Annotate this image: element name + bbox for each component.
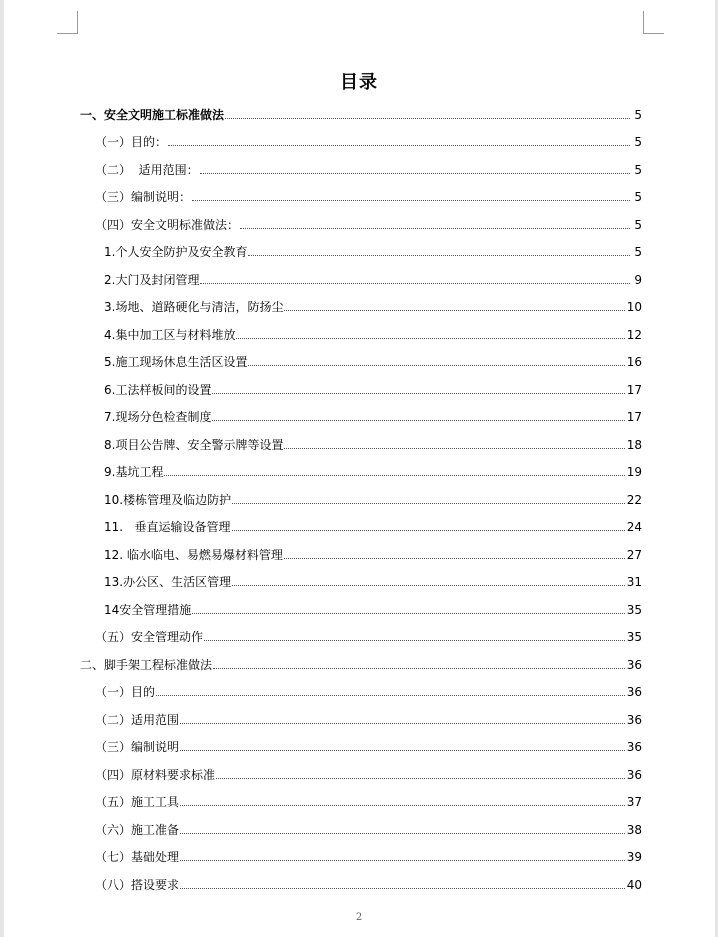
crop-mark-top-right bbox=[643, 11, 664, 34]
toc-dot-leader bbox=[180, 749, 625, 751]
toc-dot-leader bbox=[213, 667, 625, 669]
toc-entry-text[interactable]: （三）编制说明： bbox=[95, 190, 192, 204]
toc-page-number: 12 bbox=[626, 327, 642, 342]
toc-dot-leader bbox=[156, 694, 625, 696]
toc-entry[interactable] bbox=[80, 702, 642, 730]
toc-page-number: 36 bbox=[626, 712, 642, 727]
toc-entry-text[interactable]: 7.现场分色检查制度 bbox=[104, 410, 212, 424]
toc-entry-text[interactable]: （四）原材料要求标准 bbox=[95, 767, 216, 782]
toc-dot-leader bbox=[200, 282, 630, 284]
toc-dot-leader bbox=[232, 529, 625, 531]
toc-entry[interactable] bbox=[80, 482, 642, 510]
toc-page-number: 5 bbox=[634, 162, 642, 177]
toc-page-number: 24 bbox=[626, 520, 642, 534]
toc-page-number: 36 bbox=[626, 767, 642, 782]
toc-page-number: 38 bbox=[626, 822, 642, 837]
toc-dot-leader bbox=[284, 309, 624, 311]
toc-dot-leader bbox=[168, 144, 630, 146]
toc-dot-leader bbox=[164, 474, 624, 476]
toc-entry-text[interactable]: 一、安全文明施工标准做法 bbox=[80, 107, 225, 122]
toc-entry-text[interactable]: 13.办公区、生活区管理 bbox=[104, 575, 232, 589]
toc-dot-leader bbox=[248, 254, 630, 256]
toc-entry-text[interactable]: 12. 临水临电、易燃易爆材料管理 bbox=[104, 547, 283, 562]
footer-page-number: 2 bbox=[355, 912, 363, 923]
toc-entry-text[interactable]: （六）施工准备 bbox=[95, 822, 180, 837]
toc-page-number: 5 bbox=[634, 135, 642, 149]
toc-entry[interactable] bbox=[80, 290, 642, 318]
toc-entry-text[interactable]: （八）搭设要求 bbox=[95, 877, 180, 892]
toc-entry-text[interactable]: 二、脚手架工程标准做法 bbox=[80, 657, 213, 672]
toc-entry-text[interactable]: （二） 适用范围： bbox=[95, 162, 199, 177]
toc-dot-leader bbox=[212, 419, 624, 421]
toc-entry-text[interactable]: （三）编制说明 bbox=[95, 740, 180, 754]
toc-entry-text[interactable]: 14安全管理措施 bbox=[104, 602, 192, 617]
toc-page-number: 5 bbox=[634, 245, 642, 259]
toc-entry-text[interactable]: 1.个人安全防护及安全教育 bbox=[104, 245, 248, 259]
toc-page-number: 10 bbox=[626, 300, 642, 314]
toc-dot-leader bbox=[232, 502, 625, 504]
toc-dot-leader bbox=[180, 859, 625, 861]
toc-dot-leader bbox=[284, 447, 624, 449]
toc-page-number: 5 bbox=[634, 107, 642, 122]
toc-entry-text[interactable]: 11. 垂直运输设备管理 bbox=[104, 520, 231, 534]
toc-page-number: 35 bbox=[626, 602, 642, 617]
toc-page-number: 9 bbox=[634, 272, 642, 287]
toc-page-number: 16 bbox=[626, 355, 642, 369]
toc-entry[interactable] bbox=[80, 180, 642, 208]
toc-entry-text[interactable]: （五）施工工具 bbox=[95, 795, 180, 809]
toc-dot-leader bbox=[212, 392, 624, 394]
toc-entry[interactable] bbox=[80, 235, 642, 263]
toc-dot-leader bbox=[225, 117, 630, 119]
toc-entry-text[interactable]: 8.项目公告牌、安全警示牌等设置 bbox=[104, 437, 284, 452]
toc-dot-leader bbox=[192, 199, 630, 201]
toc-entry-text[interactable]: 5.施工现场休息生活区设置 bbox=[104, 355, 248, 369]
toc-entry[interactable] bbox=[80, 372, 642, 400]
toc-dot-leader bbox=[236, 337, 624, 339]
toc-entry-text[interactable]: （五）安全管理动作 bbox=[95, 630, 204, 644]
toc-entry-text[interactable]: （一）目的 bbox=[95, 685, 156, 699]
toc-entry[interactable] bbox=[80, 675, 642, 703]
toc-page-number: 17 bbox=[626, 382, 642, 397]
toc-title: 目录 bbox=[340, 72, 378, 93]
toc-entry[interactable] bbox=[80, 537, 642, 565]
toc-entry[interactable] bbox=[80, 592, 642, 620]
toc-dot-leader bbox=[232, 584, 625, 586]
toc-entry[interactable] bbox=[80, 730, 642, 758]
toc-page-number: 35 bbox=[626, 630, 642, 644]
toc-dot-leader bbox=[180, 804, 625, 806]
toc-entry[interactable] bbox=[80, 565, 642, 593]
toc-entry-text[interactable]: 4.集中加工区与材料堆放 bbox=[104, 327, 236, 342]
table-of-contents bbox=[80, 97, 642, 895]
toc-page-number: 18 bbox=[626, 437, 642, 452]
toc-entry-text[interactable]: （二）适用范围 bbox=[95, 712, 180, 727]
toc-entry[interactable] bbox=[80, 620, 642, 648]
page-edge-left bbox=[0, 0, 4, 937]
toc-page-number: 5 bbox=[634, 217, 642, 232]
toc-entry[interactable] bbox=[80, 757, 642, 785]
toc-page-number: 19 bbox=[626, 465, 642, 479]
toc-page-number: 40 bbox=[626, 877, 642, 892]
toc-entry-text[interactable]: 2.大门及封闭管理 bbox=[104, 272, 200, 287]
toc-entry[interactable] bbox=[80, 125, 642, 153]
toc-entry-text[interactable]: 9.基坑工程 bbox=[104, 465, 164, 479]
toc-dot-leader bbox=[204, 639, 625, 641]
toc-dot-leader bbox=[240, 227, 630, 229]
toc-dot-leader bbox=[192, 612, 624, 614]
toc-dot-leader bbox=[200, 172, 630, 174]
toc-page-number: 36 bbox=[626, 657, 642, 672]
toc-dot-leader bbox=[180, 832, 625, 834]
toc-entry[interactable] bbox=[80, 262, 642, 290]
toc-page-number: 36 bbox=[626, 685, 642, 699]
toc-page-number: 27 bbox=[626, 547, 642, 562]
toc-entry-text[interactable]: 3.场地、道路硬化与清洁，防扬尘 bbox=[104, 300, 284, 314]
crop-mark-top-left bbox=[57, 11, 78, 34]
toc-dot-leader bbox=[248, 364, 624, 366]
toc-entry[interactable] bbox=[80, 97, 642, 125]
toc-page-number: 31 bbox=[626, 575, 642, 589]
toc-entry[interactable] bbox=[80, 345, 642, 373]
toc-page-number: 37 bbox=[626, 795, 642, 809]
toc-dot-leader bbox=[180, 722, 625, 724]
toc-entry[interactable] bbox=[80, 317, 642, 345]
toc-entry[interactable] bbox=[80, 207, 642, 235]
toc-page-number: 36 bbox=[626, 740, 642, 754]
toc-entry[interactable] bbox=[80, 152, 642, 180]
toc-entry-text[interactable]: （一）目的： bbox=[95, 135, 168, 149]
toc-entry[interactable] bbox=[80, 840, 642, 868]
toc-entry[interactable] bbox=[80, 785, 642, 813]
toc-dot-leader bbox=[284, 557, 625, 559]
toc-entry[interactable] bbox=[80, 427, 642, 455]
toc-page-number: 39 bbox=[626, 850, 642, 864]
toc-entry-text[interactable]: （四）安全文明标准做法： bbox=[95, 217, 240, 232]
toc-entry[interactable] bbox=[80, 647, 642, 675]
toc-page-number: 17 bbox=[626, 410, 642, 424]
toc-entry[interactable] bbox=[80, 867, 642, 895]
toc-dot-leader bbox=[180, 887, 625, 889]
toc-entry[interactable] bbox=[80, 455, 642, 483]
toc-entry-text[interactable]: 6.工法样板间的设置 bbox=[104, 382, 212, 397]
toc-entry[interactable] bbox=[80, 400, 642, 428]
toc-page-number: 22 bbox=[626, 492, 642, 507]
toc-entry-text[interactable]: （七）基础处理 bbox=[95, 850, 180, 864]
toc-entry[interactable] bbox=[80, 510, 642, 538]
toc-entry-text[interactable]: 10.楼栋管理及临边防护 bbox=[104, 492, 232, 507]
toc-dot-leader bbox=[216, 777, 625, 779]
toc-entry[interactable] bbox=[80, 812, 642, 840]
toc-page-number: 5 bbox=[634, 190, 642, 204]
